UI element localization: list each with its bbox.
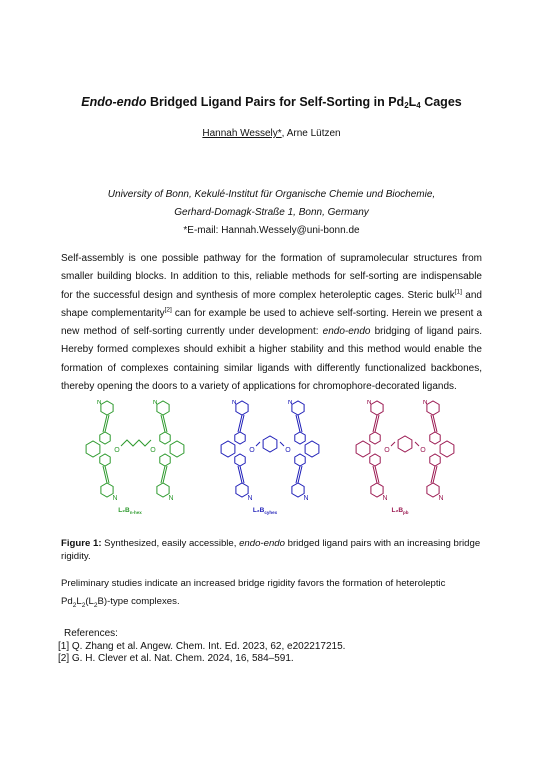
pyridine-ring [427, 401, 439, 415]
prelim-text-1: Preliminary studies indicate an increased bridge rigidity favors the formation of heteroleptic Pd [61, 578, 446, 607]
alkyne-bond [103, 466, 107, 483]
alkyne-bond [375, 466, 379, 483]
benzene-ring [305, 441, 319, 457]
coauthor: Arne Lützen [286, 128, 341, 139]
benzene-ring [370, 454, 380, 466]
reference-item: [1] Q. Zhang et al. Angew. Chem. Int. Ed. 2023, 62, e202217215. [58, 640, 346, 652]
alkyne-bond [373, 466, 377, 483]
nitrogen-atom-label: N [247, 495, 253, 502]
alkyne-bond [105, 466, 109, 483]
references [58, 628, 488, 666]
alkyne-bond [296, 466, 300, 483]
pyridine-ring [101, 483, 113, 497]
alkyne-bond [105, 415, 109, 432]
pyridine-ring [236, 483, 248, 497]
benzene-ring [356, 441, 370, 457]
benzene-ring [86, 441, 100, 457]
benzene-ring [100, 432, 110, 444]
alkyne-bond [163, 466, 167, 483]
ligand-structure [86, 400, 184, 515]
bridge-bond [256, 442, 260, 446]
author-list [0, 128, 543, 139]
title-l: L [408, 95, 417, 109]
benzene-ring [170, 441, 184, 457]
alkyne-bond [433, 415, 437, 432]
pyridine-ring [101, 401, 113, 415]
nitrogen-atom-label: N [438, 495, 444, 502]
oxygen-atom-label: O [420, 447, 426, 454]
benzene-ring [221, 441, 235, 457]
alkyne-bond [103, 415, 107, 432]
bridge-bond [280, 442, 284, 446]
prelim-text-3: (L [85, 596, 94, 607]
alkyne-bond [296, 415, 300, 432]
hexyl-bridge [121, 440, 151, 446]
ligand-structure [356, 400, 454, 515]
affiliation [0, 186, 543, 240]
benzene-ring [160, 454, 170, 466]
nitrogen-atom-label: N [112, 495, 118, 502]
affiliation-line-1: University of Bonn, Kekulé-Institut für Organische Chemie und Biochemie, [107, 189, 436, 200]
prelim-sub-2: 2 [81, 601, 86, 609]
benzene-ring [160, 432, 170, 444]
alkyne-bond [431, 415, 435, 432]
pyridine-ring [292, 483, 304, 497]
nitrogen-atom-label: N [287, 400, 293, 406]
pyridine-ring [427, 483, 439, 497]
abstract-text [61, 250, 482, 396]
pyridine-ring [157, 483, 169, 497]
title-text: Bridged Ligand Pairs for Self-Sorting in Pd [146, 95, 405, 109]
pyridine-ring [236, 401, 248, 415]
ligand-structure [221, 400, 319, 515]
benzene-ring [370, 432, 380, 444]
oxygen-atom-label: O [384, 447, 390, 454]
alkyne-bond [373, 415, 377, 432]
abstract-part-1: Self-assembly is one possible pathway for the formation of supramolecular structures from smaller building blocks. In addition to this, reliable methods for self-sorting are indispensable for the successful design and synthesis of more complex heteroleptic cages. Steric bulk [61, 253, 482, 301]
pyridine-ring [371, 401, 383, 415]
alkyne-bond [161, 466, 165, 483]
preliminary-results [61, 575, 482, 615]
author-separator: , [281, 128, 287, 139]
presenting-author: Hannah Wessely* [202, 128, 282, 139]
title-end: Cages [420, 95, 462, 109]
citation-2: [2] [164, 306, 172, 314]
nitrogen-atom-label: N [382, 495, 388, 502]
cyclohexane-ring [263, 436, 277, 452]
ligand-label-main: L₂B [252, 507, 265, 514]
bridge-bond [391, 442, 395, 446]
ligand-label-main: L₂B [118, 507, 130, 514]
alkyne-bond [433, 466, 437, 483]
ligand-label [391, 507, 408, 515]
alkyne-bond [431, 466, 435, 483]
benzene-ring [430, 454, 440, 466]
abstract-part-3: can for example be used to achieve self-sorting. Herein we present a new method of self-sorting currently under development: [61, 307, 483, 338]
ligand-label-subscript: cyhex [264, 510, 278, 515]
title-sub-1: 2 [404, 101, 409, 110]
nitrogen-atom-label: N [168, 495, 174, 502]
ligand-structures-figure [75, 400, 475, 520]
title-italic: Endo-endo [81, 95, 147, 109]
abstract-part-4: bridging of ligand pairs. Hereby formed complexes should exhibit a higher stability and this method would enable the formation of complexes containing similar ligands with differently functionalized backbones, thereby opening the doors to a variety of applications for chromophore-decorated ligands. [61, 326, 482, 393]
benzene-ring [295, 432, 305, 444]
prelim-text-4: B)-type complexes. [97, 596, 180, 607]
references-heading: References: [64, 628, 118, 639]
oxygen-atom-label: O [285, 447, 291, 454]
alkyne-bond [240, 466, 244, 483]
alkyne-bond [375, 415, 379, 432]
alkyne-bond [298, 466, 302, 483]
benzene-ring [235, 454, 245, 466]
alkyne-bond [238, 466, 242, 483]
benzene-ring [100, 454, 110, 466]
bridge-bond [415, 442, 419, 446]
phenylene-ring [398, 436, 412, 452]
benzene-ring [235, 432, 245, 444]
alkyne-bond [161, 415, 165, 432]
alkyne-bond [163, 415, 167, 432]
caption-label: Figure 1: [61, 538, 102, 549]
nitrogen-atom-label: N [152, 400, 158, 406]
alkyne-bond [298, 415, 302, 432]
alkyne-bond [238, 415, 242, 432]
nitrogen-atom-label: N [422, 400, 428, 406]
prelim-sub-1: 2 [72, 601, 77, 609]
pyridine-ring [292, 401, 304, 415]
benzene-ring [440, 441, 454, 457]
oxygen-atom-label: O [150, 447, 156, 454]
reference-item: [2] G. H. Clever et al. Nat. Chem. 2024, 16, 584–591. [58, 653, 294, 664]
oxygen-atom-label: O [249, 447, 255, 454]
contact-email: *E-mail: Hannah.Wessely@uni-bonn.de [183, 225, 360, 236]
pyridine-ring [157, 401, 169, 415]
abstract-italic: endo-endo [322, 326, 371, 338]
prelim-text-2: L [76, 596, 82, 607]
pyridine-ring [371, 483, 383, 497]
caption-text-2: bridged ligand pairs with an increasing bridge rigidity. [61, 538, 481, 562]
ligand-label [253, 507, 278, 515]
ligand-label-main: L₂B [391, 507, 404, 514]
oxygen-atom-label: O [114, 447, 120, 454]
benzene-ring [430, 432, 440, 444]
ligand-label [118, 507, 142, 515]
nitrogen-atom-label: N [231, 400, 237, 406]
alkyne-bond [240, 415, 244, 432]
ligand-label-subscript: pb [403, 510, 409, 515]
nitrogen-atom-label: N [96, 400, 102, 406]
caption-text-1: Synthesized, easily accessible, [101, 538, 240, 549]
affiliation-line-2: Gerhard-Domagk-Straße 1, Bonn, Germany [174, 207, 369, 218]
nitrogen-atom-label: N [366, 400, 372, 406]
citation-1: [1] [454, 288, 462, 296]
caption-italic: endo-endo [239, 538, 285, 549]
figure-caption [61, 537, 482, 563]
nitrogen-atom-label: N [303, 495, 309, 502]
abstract-part-2: and shape complementarity [61, 289, 482, 319]
title-sub-2: 4 [416, 101, 421, 110]
paper-title [0, 95, 543, 110]
ligand-label-subscript: n-hex [129, 510, 142, 515]
prelim-sub-3: 2 [93, 601, 98, 609]
benzene-ring [295, 454, 305, 466]
